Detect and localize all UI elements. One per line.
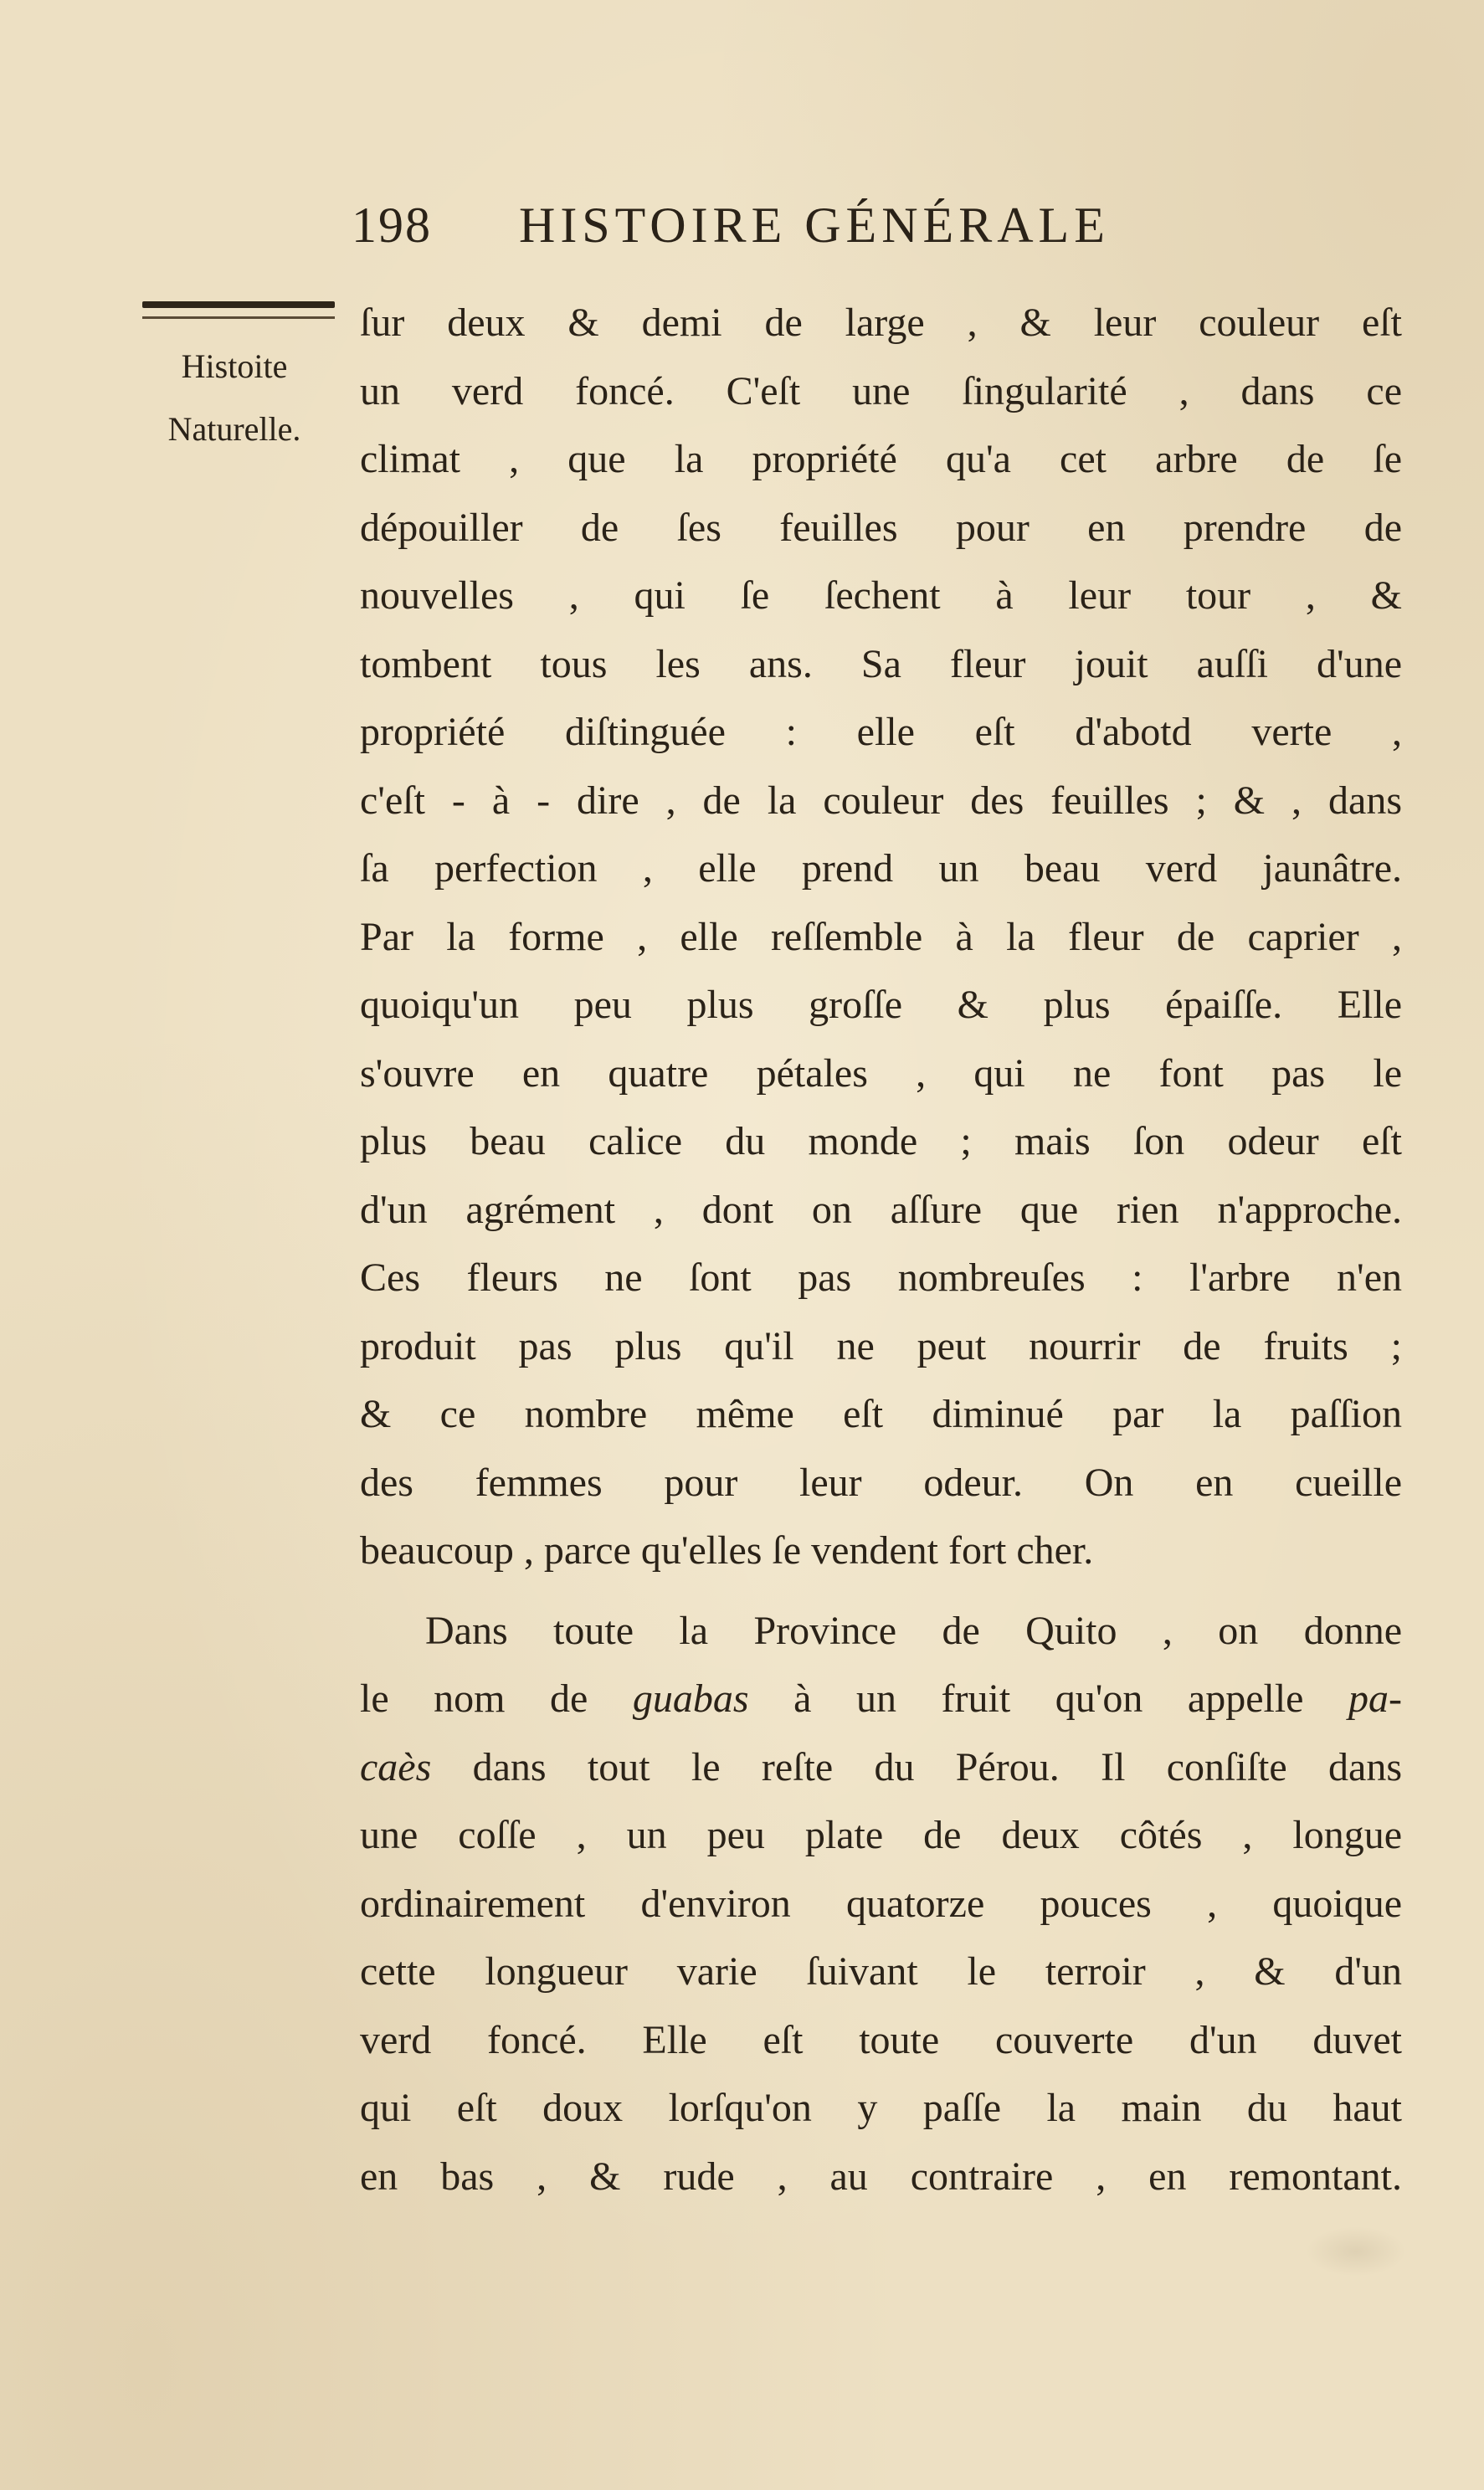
- text-line: verd foncé. Elle eſt toute couverte d'un duvet: [360, 2017, 1402, 2062]
- text-line: s'ouvre en quatre pétales , qui ne font pas le: [360, 1050, 1402, 1096]
- margin-note-line-1: Histoite: [181, 347, 288, 385]
- text-line: climat , que la propriété qu'a cet arbre de ſe: [360, 437, 1402, 481]
- text-line: le nom de guabas à un fruit qu'on appelle pa-: [360, 1676, 1402, 1721]
- text-line: nouvelles , qui ſe ſechent à leur tour , &: [360, 573, 1402, 618]
- paragraph-2: [360, 1597, 1402, 2211]
- page-header: [352, 197, 1239, 264]
- text-line: cette longueur varie ſuivant le terroir , & d'un: [360, 1949, 1402, 1994]
- margin-note-line-2: Naturelle.: [167, 410, 301, 448]
- margin-note: [134, 335, 335, 460]
- text-line: Par la forme , elle reſſemble à la fleur de caprier ,: [360, 914, 1402, 959]
- text-line: propriété diſtinguée : elle eſt d'abotd verte ,: [360, 710, 1402, 754]
- text-line: ſur deux & demi de large , & leur couleur eſt: [360, 300, 1402, 345]
- text-line: beaucoup , parce qu'elles ſe vendent fort cher.: [360, 1528, 1094, 1573]
- text-line: qui eſt doux lorſqu'on y paſſe la main du haut: [360, 2086, 1402, 2130]
- running-title: HISTOIRE GÉNÉRALE: [519, 198, 1110, 253]
- text-line: une coſſe , un peu plate de deux côtés , longue: [360, 1813, 1402, 1857]
- margin-rule: [142, 301, 335, 308]
- text-line: dépouiller de ſes feuilles pour en prendre de: [360, 505, 1402, 550]
- text-line: c'eſt - à - dire , de la couleur des feuilles ; & , dans: [360, 778, 1402, 823]
- text-line: produit pas plus qu'il ne peut nourrir de fruits ;: [360, 1323, 1402, 1368]
- text-line: ſa perfection , elle prend un beau verd jaunâtre.: [360, 846, 1402, 891]
- text-line: ordinairement d'environ quatorze pouces , quoique: [360, 1881, 1402, 1926]
- text-line: quoiqu'un peu plus groſſe & plus épaiſſe. Elle: [360, 983, 1402, 1027]
- page-number: 198: [352, 198, 432, 253]
- text-line: Ces fleurs ne ſont pas nombreuſes : l'arbre n'en: [360, 1255, 1402, 1300]
- text-line: d'un agrément , dont on aſſure que rien n'approche.: [360, 1187, 1402, 1232]
- show-through-smudge: [1306, 2226, 1406, 2277]
- text-line: & ce nombre même eſt diminué par la paſſion: [360, 1392, 1402, 1436]
- text-line: plus beau calice du monde ; mais ſon odeur eſt: [360, 1119, 1402, 1163]
- text-line: tombent tous les ans. Sa fleur jouit auſſi d'une: [360, 641, 1402, 686]
- text-line: caès dans tout le reſte du Pérou. Il conſiſte dans: [360, 1744, 1402, 1789]
- text-line: Dans toute la Province de Quito , on donne: [425, 1608, 1402, 1653]
- text-line: un verd foncé. C'eſt une ſingularité , dans ce: [360, 368, 1402, 413]
- text-line: en bas , & rude , au contraire , en remontant.: [360, 2154, 1402, 2199]
- body-text: [360, 289, 1402, 2210]
- paragraph-1: [360, 289, 1402, 1585]
- margin-rule-thin: [142, 316, 335, 319]
- text-line: des femmes pour leur odeur. On en cueille: [360, 1460, 1402, 1505]
